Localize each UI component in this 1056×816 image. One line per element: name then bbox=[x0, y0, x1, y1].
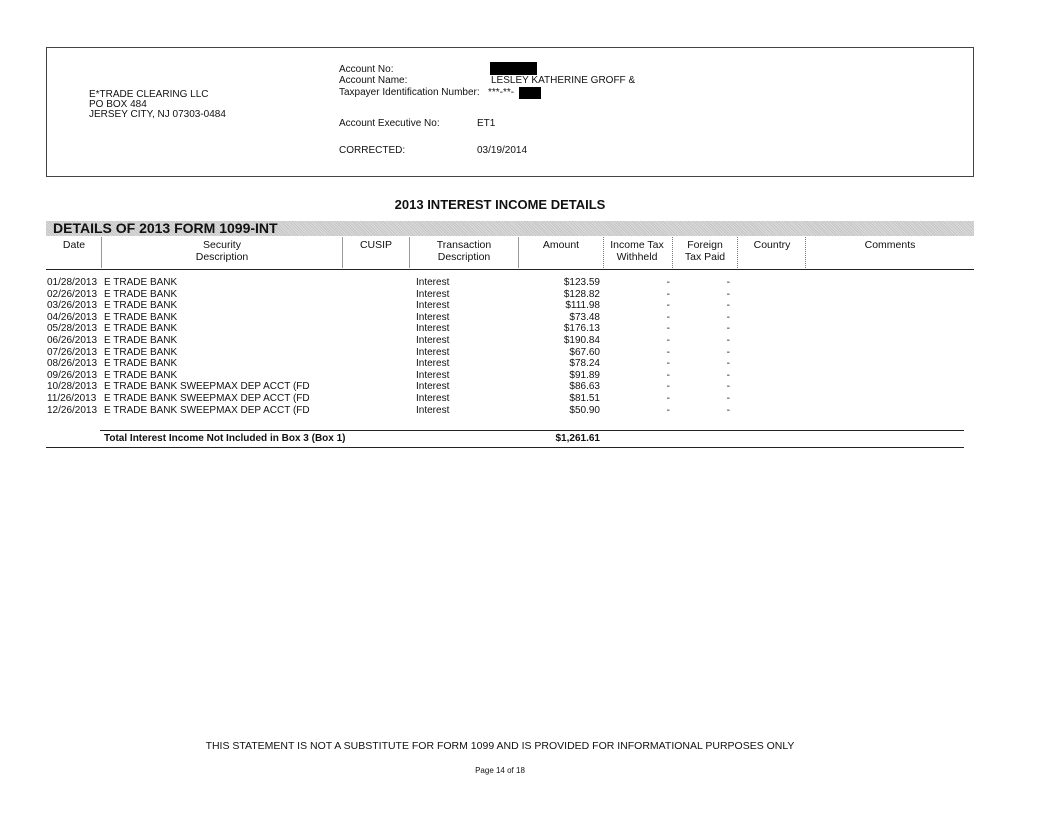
total-label: Total Interest Income Not Included in Box 3 (Box 1) bbox=[104, 433, 346, 444]
col-header-foreign-tax-line2: Tax Paid bbox=[684, 251, 726, 263]
row-security: E TRADE BANK SWEEPMAX DEP ACCT (FD bbox=[104, 393, 310, 404]
col-header-country: Country bbox=[753, 239, 791, 251]
section-title: DETAILS OF 2013 FORM 1099-INT bbox=[53, 220, 278, 236]
row-transaction: Interest bbox=[416, 323, 450, 335]
footer-disclaimer: THIS STATEMENT IS NOT A SUBSTITUTE FOR FORM 1099 AND IS PROVIDED FOR INFORMATIONAL PURPOSES ONLY bbox=[205, 740, 795, 752]
row-amount: $123.59 bbox=[563, 277, 600, 288]
page-number: Page 14 of 18 bbox=[475, 766, 525, 775]
total-bottom-rule bbox=[46, 447, 964, 448]
row-tax-withheld: - bbox=[666, 369, 670, 381]
row-transaction: Interest bbox=[416, 300, 450, 312]
row-foreign-tax: - bbox=[726, 323, 730, 335]
row-security: E TRADE BANK bbox=[104, 369, 178, 381]
row-tax-withheld: - bbox=[666, 288, 670, 300]
col-header-transaction-line1: Transaction bbox=[436, 239, 492, 251]
row-foreign-tax: - bbox=[726, 381, 730, 393]
account-no-label: Account No: bbox=[339, 64, 394, 75]
row-date: 05/28/2013 bbox=[47, 323, 98, 335]
row-date: 07/26/2013 bbox=[47, 346, 98, 358]
row-security: E TRADE BANK bbox=[104, 311, 178, 323]
col-separator bbox=[101, 237, 102, 268]
col-header-tax-withheld-line2: Withheld bbox=[616, 251, 658, 263]
row-foreign-tax: - bbox=[726, 369, 730, 381]
row-date: 04/26/2013 bbox=[47, 311, 98, 323]
row-security: E TRADE BANK bbox=[104, 358, 178, 370]
row-tax-withheld: - bbox=[666, 311, 670, 323]
row-security: E TRADE BANK bbox=[104, 346, 178, 358]
row-security: E TRADE BANK SWEEPMAX DEP ACCT (FD bbox=[104, 381, 310, 393]
row-amount: $81.51 bbox=[569, 393, 600, 404]
account-name-label: Account Name: bbox=[339, 75, 408, 86]
row-amount: $111.98 bbox=[565, 300, 600, 312]
row-date: 02/26/2013 bbox=[47, 288, 98, 300]
row-tax-withheld: - bbox=[666, 393, 670, 404]
row-date: 12/26/2013 bbox=[47, 404, 98, 416]
row-transaction: Interest bbox=[416, 277, 450, 288]
row-foreign-tax: - bbox=[726, 277, 730, 288]
row-transaction: Interest bbox=[416, 369, 450, 381]
tin-label: Taxpayer Identification Number: bbox=[339, 87, 480, 98]
row-foreign-tax: - bbox=[726, 404, 730, 416]
row-date: 10/28/2013 bbox=[47, 381, 98, 393]
row-foreign-tax: - bbox=[726, 288, 730, 300]
row-transaction: Interest bbox=[416, 335, 450, 346]
total-top-rule bbox=[100, 430, 964, 431]
row-date: 03/26/2013 bbox=[47, 300, 98, 312]
redacted-tin bbox=[519, 87, 541, 99]
col-header-comments: Comments bbox=[864, 239, 916, 251]
row-transaction: Interest bbox=[416, 346, 450, 358]
row-amount: $91.89 bbox=[569, 369, 600, 381]
row-foreign-tax: - bbox=[726, 300, 730, 312]
row-tax-withheld: - bbox=[666, 346, 670, 358]
col-header-tax-withheld-line1: Income Tax bbox=[610, 239, 664, 251]
row-date: 01/28/2013 bbox=[47, 277, 98, 288]
row-security: E TRADE BANK bbox=[104, 300, 178, 312]
row-transaction: Interest bbox=[416, 393, 450, 404]
row-transaction: Interest bbox=[416, 311, 450, 323]
row-foreign-tax: - bbox=[726, 346, 730, 358]
col-header-security-line1: Security bbox=[203, 239, 241, 251]
col-header-security-line2: Description bbox=[195, 251, 249, 263]
row-tax-withheld: - bbox=[666, 381, 670, 393]
col-header-transaction-line2: Description bbox=[437, 251, 491, 263]
row-tax-withheld: - bbox=[666, 323, 670, 335]
row-tax-withheld: - bbox=[666, 300, 670, 312]
row-date: 06/26/2013 bbox=[47, 335, 98, 346]
col-separator bbox=[805, 237, 806, 268]
header-rule bbox=[46, 269, 974, 270]
col-header-date: Date bbox=[62, 239, 86, 251]
col-separator bbox=[603, 237, 604, 268]
row-transaction: Interest bbox=[416, 358, 450, 370]
row-tax-withheld: - bbox=[666, 404, 670, 416]
row-transaction: Interest bbox=[416, 404, 450, 416]
col-separator bbox=[672, 237, 673, 268]
row-security: E TRADE BANK SWEEPMAX DEP ACCT (FD bbox=[104, 404, 310, 416]
row-tax-withheld: - bbox=[666, 277, 670, 288]
col-separator bbox=[737, 237, 738, 268]
row-date: 08/26/2013 bbox=[47, 358, 98, 370]
row-security: E TRADE BANK bbox=[104, 323, 178, 335]
tin-value: ***-**- bbox=[488, 87, 515, 98]
row-tax-withheld: - bbox=[666, 358, 670, 370]
col-header-amount: Amount bbox=[542, 239, 580, 251]
col-separator bbox=[409, 237, 410, 268]
row-amount: $78.24 bbox=[569, 358, 600, 370]
issuer-po-box: PO BOX 484 bbox=[89, 99, 147, 110]
col-header-cusip: CUSIP bbox=[359, 239, 393, 251]
account-executive-value: ET1 bbox=[477, 118, 496, 129]
row-amount: $73.48 bbox=[569, 311, 600, 323]
col-separator bbox=[518, 237, 519, 268]
row-security: E TRADE BANK bbox=[104, 277, 178, 288]
issuer-name: E*TRADE CLEARING LLC bbox=[89, 89, 209, 100]
report-title: 2013 INTEREST INCOME DETAILS bbox=[394, 197, 606, 212]
corrected-label: CORRECTED: bbox=[339, 145, 406, 156]
total-amount: $1,261.61 bbox=[555, 433, 600, 444]
row-foreign-tax: - bbox=[726, 335, 730, 346]
row-date: 11/26/2013 bbox=[47, 393, 97, 404]
redacted-account-number bbox=[490, 62, 537, 75]
row-tax-withheld: - bbox=[666, 335, 670, 346]
row-foreign-tax: - bbox=[726, 358, 730, 370]
row-security: E TRADE BANK bbox=[104, 288, 178, 300]
col-separator bbox=[342, 237, 343, 268]
account-executive-label: Account Executive No: bbox=[339, 118, 440, 129]
row-security: E TRADE BANK bbox=[104, 335, 178, 346]
row-amount: $128.82 bbox=[563, 288, 600, 300]
row-amount: $176.13 bbox=[563, 323, 600, 335]
col-header-foreign-tax-line1: Foreign bbox=[687, 239, 723, 251]
row-transaction: Interest bbox=[416, 381, 450, 393]
row-date: 09/26/2013 bbox=[47, 369, 98, 381]
row-transaction: Interest bbox=[416, 288, 450, 300]
row-amount: $86.63 bbox=[569, 381, 600, 393]
row-amount: $50.90 bbox=[569, 404, 600, 416]
account-name-value: LESLEY KATHERINE GROFF & bbox=[491, 75, 636, 86]
row-amount: $190.84 bbox=[563, 335, 600, 346]
row-foreign-tax: - bbox=[726, 311, 730, 323]
row-foreign-tax: - bbox=[726, 393, 730, 404]
corrected-date: 03/19/2014 bbox=[477, 145, 528, 156]
issuer-city-state-zip: JERSEY CITY, NJ 07303-0484 bbox=[89, 109, 226, 120]
row-amount: $67.60 bbox=[569, 346, 600, 358]
